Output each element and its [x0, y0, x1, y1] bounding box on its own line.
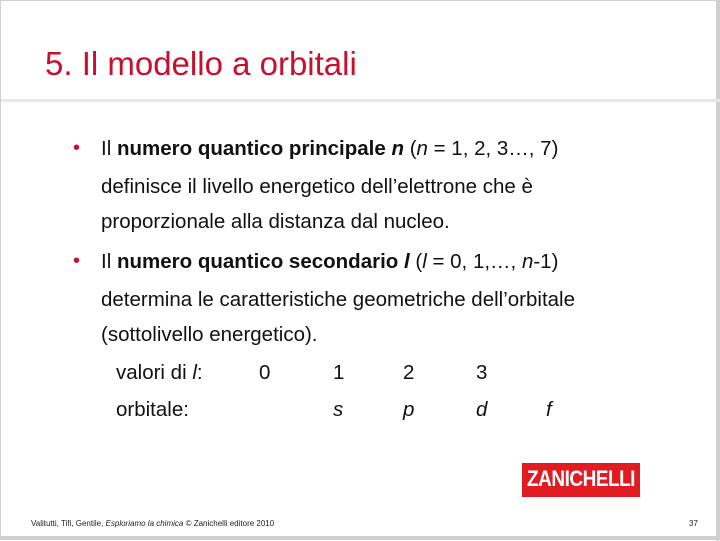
- bullet-2-line-1: [101, 244, 558, 279]
- variable-n: n: [391, 137, 404, 160]
- page-number: 37: [689, 519, 698, 528]
- text: = 0, 1,…,: [426, 250, 522, 273]
- footer-credit: [31, 519, 274, 528]
- variable-l: l: [192, 361, 197, 384]
- zanichelli-logo: [522, 463, 640, 497]
- text: Il: [101, 137, 117, 160]
- bullet-1-line-1: [101, 131, 558, 166]
- bullet-1-marker: •: [73, 137, 81, 159]
- value-cell: 1: [333, 361, 345, 384]
- text: -1): [533, 250, 559, 273]
- bold-term: numero quantico principale: [116, 137, 392, 160]
- orbital-cell: f: [546, 398, 552, 421]
- text: :: [196, 361, 203, 384]
- bullet-1-line-2: definisce il livello energetico dell’elettrone che è: [101, 175, 533, 198]
- variable-n: n: [521, 250, 534, 273]
- text: Valitutti, Tifi, Gentile,: [31, 519, 106, 528]
- value-cell: 0: [259, 361, 271, 384]
- bullet-1-line-3: proporzionale alla distanza dal nucleo.: [101, 210, 450, 233]
- variable-n: n: [416, 137, 428, 160]
- row-label-values: [116, 361, 203, 385]
- orbital-cell: d: [476, 398, 488, 421]
- variable-l: l: [422, 250, 427, 273]
- logo-text: ZANICHELLI: [527, 467, 635, 492]
- bullet-2-line-2: determina le caratteristiche geometriche dell’orbitale: [101, 288, 576, 311]
- orbital-cell: p: [403, 398, 415, 421]
- slide-shadow-bottom: [1, 536, 720, 539]
- row-label-orbitale: orbitale:: [116, 398, 189, 421]
- value-cell: 3: [476, 361, 488, 384]
- variable-l: l: [404, 250, 410, 273]
- bold-term: numero quantico secondario: [116, 250, 404, 273]
- text: (: [404, 137, 417, 160]
- bullet-2-line-3: (sottolivello energetico).: [101, 323, 318, 346]
- text: © Zanichelli editore 2010: [183, 519, 275, 528]
- slide-title: 5. Il modello a orbitali: [45, 45, 357, 82]
- text: Il: [101, 250, 117, 273]
- orbital-cell: s: [333, 398, 344, 421]
- title-divider: [1, 99, 720, 102]
- text: = 1, 2, 3…, 7): [427, 137, 559, 160]
- slide-shadow-right: [716, 1, 719, 541]
- text: (: [409, 250, 423, 273]
- bullet-2-marker: •: [73, 250, 81, 272]
- text: valori di: [116, 361, 193, 384]
- book-title: Esploriamo la chimica: [105, 519, 184, 528]
- value-cell: 2: [403, 361, 415, 384]
